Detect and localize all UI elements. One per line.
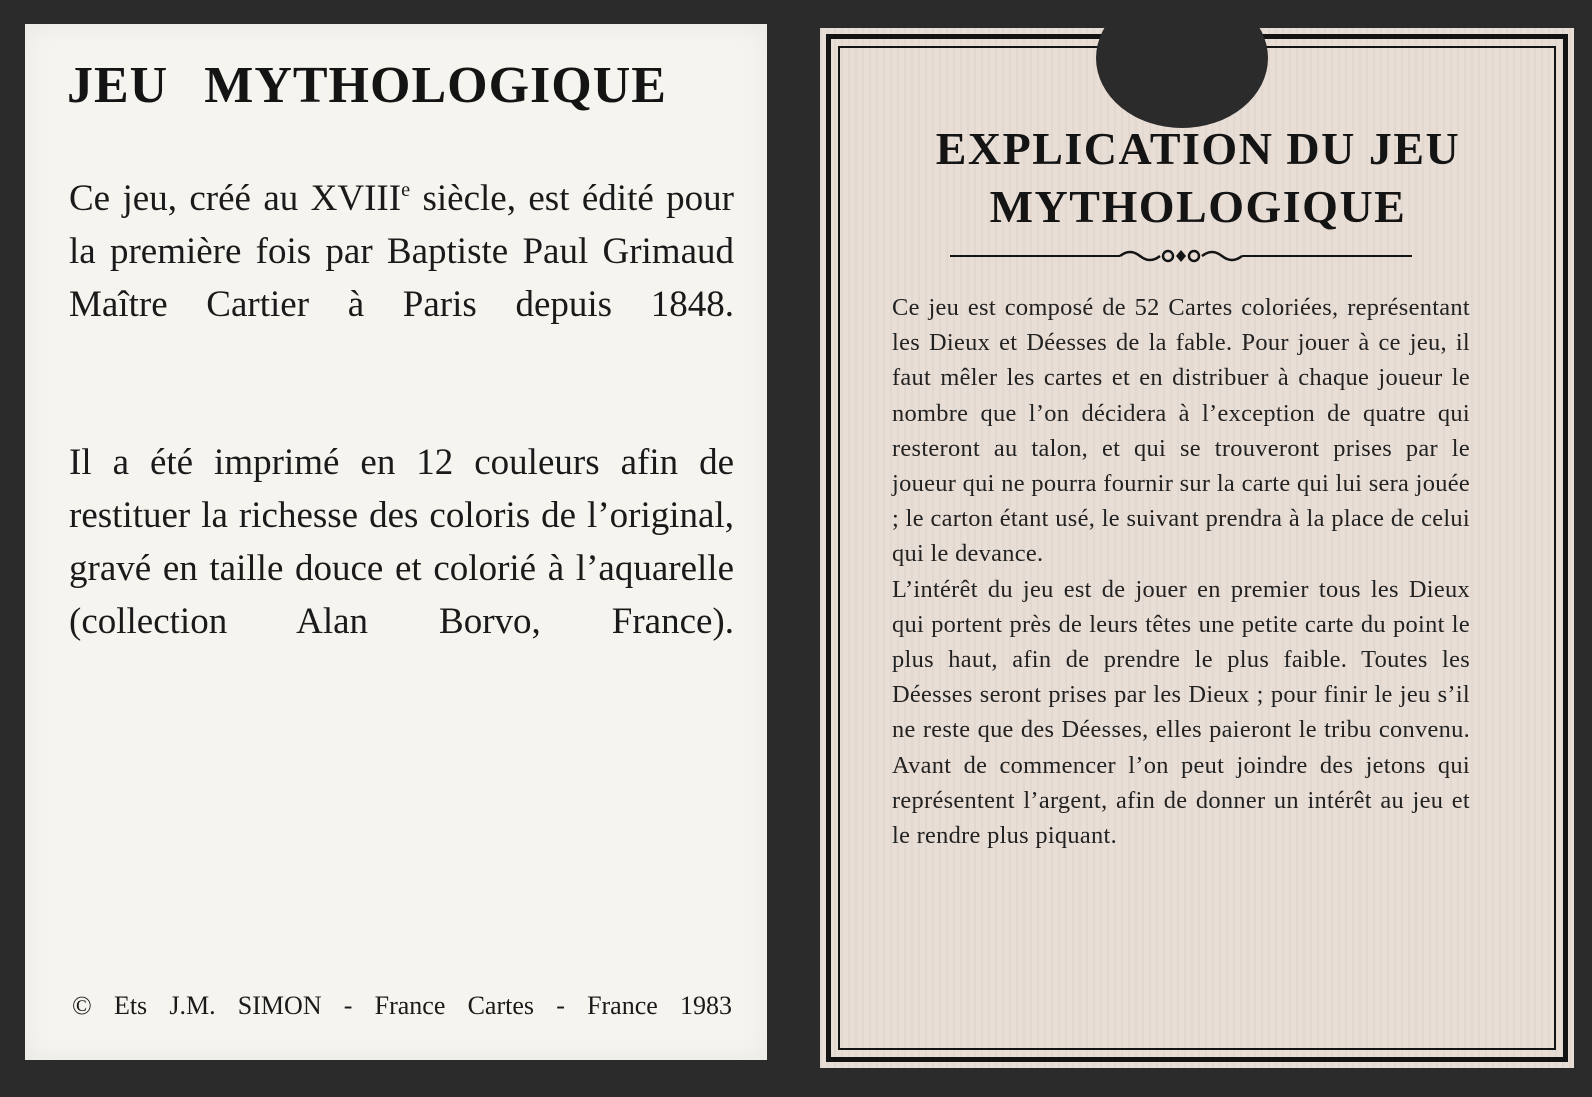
paragraph-1-end: siècle, est édité pour la première fois par Baptiste Paul Grimaud Maître Cartier à Paris depuis 1848. xyxy=(69,178,734,325)
ornament-divider-icon xyxy=(950,246,1412,266)
rules-paragraph-2: L’intérêt du jeu est de jouer en premier tous les Dieux qui portent près de leurs têtes une petite carte du point le plus haut, afin de prendre le plus faible. Toutes les Déesses seront prises par les Dieux ; pour finir le jeu s’il ne reste que des Déesses, elles paieront le tribu convenu. Avant de commencer l’on peut joindre des jetons qui représentent l’argent, afin de donner un intérêt au jeu et le rendre plus piquant. xyxy=(892,575,1470,850)
right-card xyxy=(820,28,1574,1068)
right-card-title xyxy=(870,120,1526,236)
title-line-1: EXPLICATION DU JEU xyxy=(935,123,1461,174)
paragraph-1-start: Ce jeu, créé au XVIII xyxy=(69,178,402,219)
copyright-footer: © Ets J.M. SIMON - France Cartes - France 1983 xyxy=(72,991,732,1020)
century-superscript: e xyxy=(401,178,411,201)
left-card-paragraph-1 xyxy=(69,172,734,331)
left-card-paragraph-2: Il a été imprimé en 12 couleurs afin de restituer la richesse des coloris de l’original, gravé en taille douce et colorié à l’aquarelle (collection Alan Borvo, France). xyxy=(69,442,734,642)
left-card-title: JEU MYTHOLOGIQUE xyxy=(67,57,667,114)
title-line-2: MYTHOLOGIQUE xyxy=(989,181,1407,232)
left-card xyxy=(25,24,767,1060)
rules-paragraph-1: Ce jeu est composé de 52 Cartes coloriées, représentant les Dieux et Déesses de la fable. Pour jouer à ce jeu, il faut mêler les cartes et en distribuer à chaque joueur le nombre que l’on décidera à l’exception de quatre qui resteront au talon, et qui se trouveront prises par le joueur qui ne pourra fournir sur la carte qui lui sera jouée ; le carton étant usé, le suivant prendra à la place de celui qui le devance. xyxy=(892,294,1470,568)
rules-text xyxy=(892,290,1470,853)
